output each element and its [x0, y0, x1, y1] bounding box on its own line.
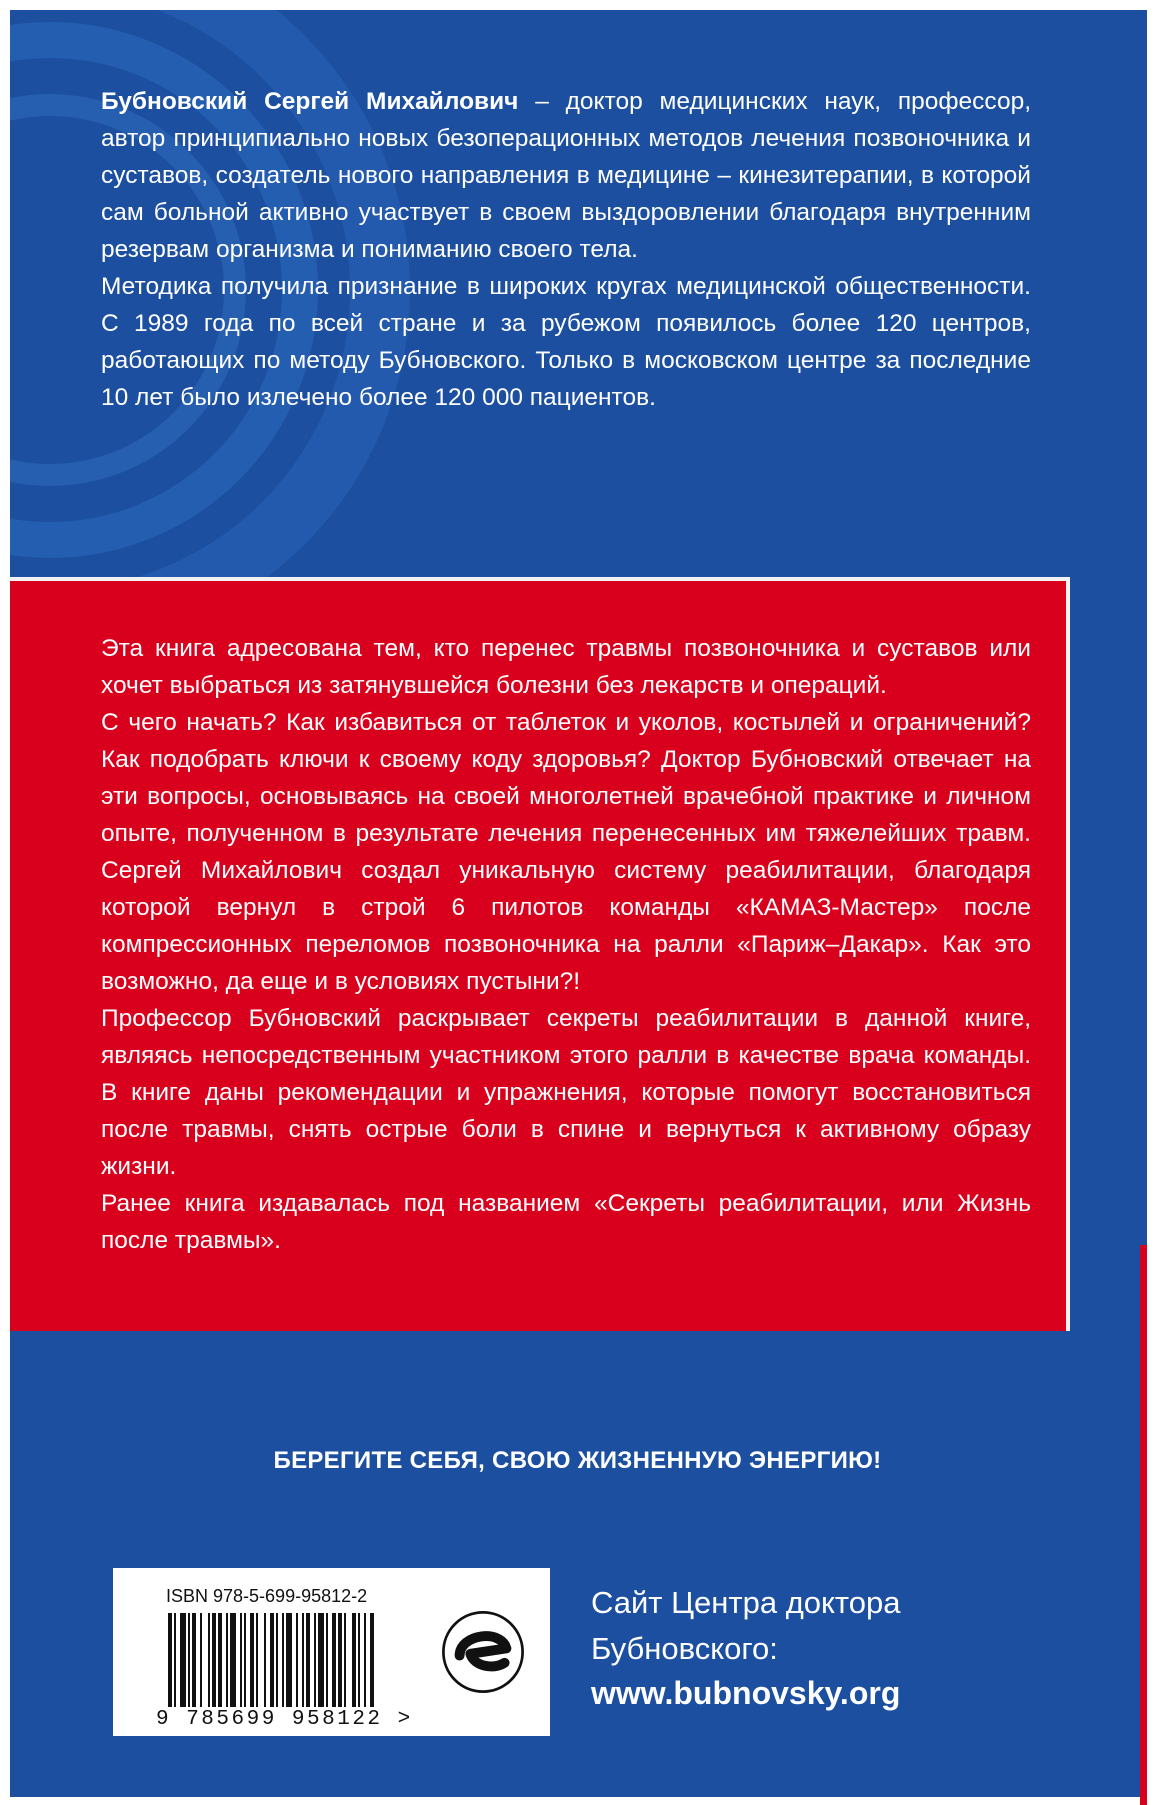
author-name: Бубновский Сергей Михайлович — [101, 88, 519, 115]
website-caption-line2: Бубновского: — [591, 1631, 778, 1666]
method-recognition-text: Методика получила признание в широких кругах медицинской общественности. С 1989 года по всей стране и за рубежом появилось более 120 центров, работающих по методу Бубновского. Только в московском центре за последние 10 лет было излечено более 120 000 пациентов. — [101, 273, 1031, 411]
barcode-digits: 9 785699 958122 > — [156, 1708, 413, 1731]
website-caption-line1: Сайт Центра доктора — [591, 1585, 901, 1620]
author-bio-text: – доктор медицинских наук, профессор, автор принципиально новых безоперационных методов лечения позвоночника и суставов, создатель нового направления в медицине – кинезитерапии, в которой сам больной активно участвует в своем выздоровлении благодаря внутренним резервам организма и пониманию своего тела. — [101, 88, 1031, 263]
isbn-label: ISBN 978-5-699-95812-2 — [166, 1586, 368, 1606]
spine-edge-strip — [1140, 1245, 1147, 1805]
barcode-box — [113, 1568, 550, 1736]
barcode — [168, 1613, 464, 1707]
description-paragraph-2: С чего начать? Как избавиться от таблеток и уколов, костылей и ограничений? Как подобрать ключи к своему коду здоровья? Доктор Бубновский отвечает на эти вопросы, основываясь на своей многолетней врачебной практике и личном опыте, полученном в результате лечения перенесенных им тяжелейших травм. Сергей Михайлович создал уникальную систему реабилитации, благодаря которой вернул в строй 6 пилотов команды «КАМАЗ-Мастер» после компрессионных переломов позвоночника на ралли «Париж–Дакар». Как это возможно, да еще и в условиях пустыни?! — [101, 709, 1031, 995]
description-paragraph-1: Эта книга адресована тем, кто перенес травмы позвоночника и суставов или хочет выбраться из затянувшейся болезни без лекарств и операций. — [101, 635, 1031, 699]
eksmo-logo-icon — [438, 1607, 528, 1697]
author-bio — [101, 83, 1031, 416]
book-description — [101, 630, 1031, 1259]
slogan: БЕРЕГИТЕ СЕБЯ, СВОЮ ЖИЗНЕННУЮ ЭНЕРГИЮ! — [273, 1447, 882, 1474]
description-paragraph-4: Ранее книга издавалась под названием «Секреты реабилитации, или Жизнь после травмы». — [101, 1190, 1031, 1254]
description-paragraph-3: Профессор Бубновский раскрывает секреты реабилитации в данной книге, являясь непосредственным участником этого ралли в качестве врача команды. В книге даны рекомендации и упражнения, которые помогут восстановиться после травмы, снять острые боли в спине и вернуться к активному образу жизни. — [101, 1005, 1031, 1180]
website-url[interactable]: www.bubnovsky.org — [591, 1675, 901, 1711]
